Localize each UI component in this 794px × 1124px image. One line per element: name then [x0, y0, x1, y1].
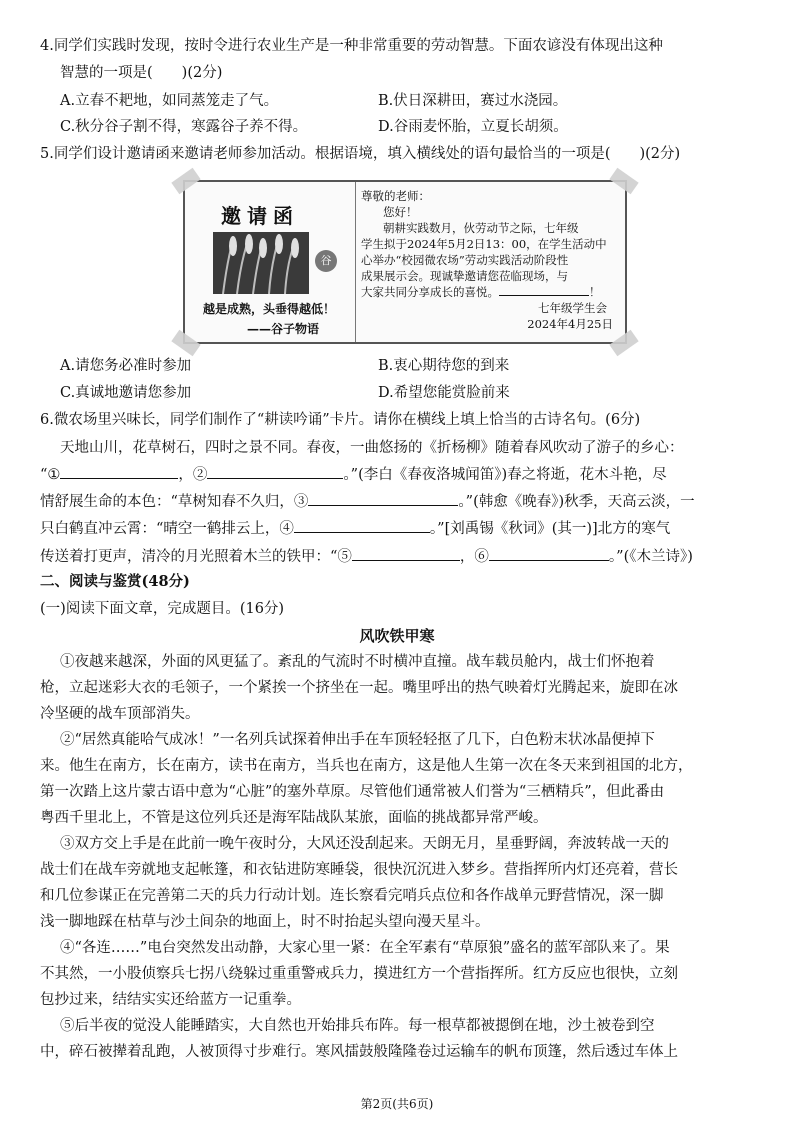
article-line: 不其然，一小股侦察兵七拐八绕躲过重重警戒兵力，摸进红方一个营指挥所。红方反应也很快，立刻	[40, 966, 678, 982]
card-body-end: 大家共同分享成长的喜悦。	[361, 285, 499, 299]
q6-text: 。”[刘禹锡《秋词》(其一)]北方的寒气	[429, 521, 671, 537]
invitation-card-left	[185, 182, 356, 342]
q6-text: 情舒展生命的本色：“草树知春不久归，③	[40, 494, 309, 510]
q4-option-b: B.伏日深耕田，赛过水浇园。	[378, 93, 568, 109]
answer-blank-2[interactable]	[207, 464, 343, 479]
answer-blank-4[interactable]	[294, 518, 430, 533]
card-greeting: 尊敬的老师：	[361, 189, 430, 203]
article-line: 枪，立起迷彩大衣的毛领子，一个紧挨一个挤坐在一起。嘴里呼出的热气映着灯光腾起来，旋即在冰	[40, 680, 678, 696]
q6-text: “①	[40, 467, 61, 483]
q6-stem: 6.微农场里兴味长，同学们制作了“耕读吟诵”卡片。请你在横线上填上恰当的古诗名句。(6分)	[40, 412, 641, 428]
answer-blank-3[interactable]	[308, 491, 458, 506]
card-hello: 您好！	[383, 205, 418, 219]
card-body-line	[361, 284, 623, 300]
q6-line	[40, 546, 693, 567]
q4-stem-line1: 4.同学们实践时发现，按时令进行农业生产是一种非常重要的劳动智慧。下面农谚没有体现出这种	[40, 38, 663, 54]
article-line: 第一次踏上这片蒙古语中意为“心脏”的塞外草原。尽管他们通常被人们誉为“三栖精兵”，但此番由	[40, 784, 665, 800]
q4-option-d: D.谷雨麦怀胎，立夏长胡须。	[378, 119, 568, 135]
article-line: 来。他生在南方，长在南方，读书在南方，当兵也在南方，这是他人生第一次在冬天来到祖国的北方，	[40, 758, 693, 774]
q4-option-c: C.秋分谷子割不得，寒露谷子养不得。	[60, 119, 308, 135]
card-signer: 七年级学生会	[538, 301, 607, 315]
article-line: 中，碎石被撵着乱跑，人被顶得寸步难行。寒风擂鼓般隆隆卷过运输车的帆布顶篷，然后透过车体上	[40, 1044, 678, 1060]
q5-option-c: C.真诚地邀请您参加	[60, 385, 192, 401]
article-line: 和几位参谋正在完善第二天的兵力行动计划。连长察看完哨兵点位和各作战单元野营情况，深一脚	[40, 888, 664, 904]
article-line: 战士们在战车旁就地支起帐篷，和衣钻进防寒睡袋，很快沉沉进入梦乡。营指挥所内灯还亮着，营长	[40, 862, 678, 878]
q5-option-a: A.请您务必准时参加	[60, 358, 192, 374]
q6-text: 传送着打更声，清冷的月光照着木兰的铁甲：“⑤	[40, 549, 352, 565]
article-line: ②“居然真能哈气成冰！”一名列兵试探着伸出手在车顶轻轻抠了几下，白色粉末状冰晶便掉下	[60, 732, 655, 748]
article-title: 风吹铁甲寒	[359, 627, 435, 645]
article-line: ④“各连……”电台突然发出动静，大家心里一紧：在全军素有“草原狼”盛名的蓝军部队来了。果	[60, 940, 670, 956]
q6-text: ，⑥	[459, 549, 489, 565]
invitation-card-text	[361, 188, 623, 338]
article-line: 冷坚硬的战车顶部消失。	[40, 706, 200, 722]
q5-option-b: B.衷心期待您的到来	[378, 358, 510, 374]
invitation-card	[183, 180, 627, 344]
article-line: 浅一脚地踩在枯草与沙土间杂的地面上，时不时抬起头望向漫天星斗。	[40, 914, 490, 930]
card-exclamation: ！	[589, 285, 601, 299]
invitation-title: 邀请函	[221, 204, 299, 228]
q6-line: 天地山川，花草树石，四时之景不同。春夜，一曲悠扬的《折杨柳》随着春风吹动了游子的乡心：	[60, 440, 684, 456]
card-date: 2024年4月25日	[527, 317, 613, 331]
article-line: ⑤后半夜的觉没人能睡踏实，大自然也开始排兵布阵。每一根草都被摁倒在地，沙土被卷到空	[60, 1018, 655, 1034]
article-line: 包抄过来，结结实实还给蓝方一记重拳。	[40, 992, 301, 1008]
grain-badge-icon: 谷	[315, 250, 337, 272]
subsection-heading: (一)阅读下面文章，完成题目。(16分)	[40, 601, 285, 617]
card-body-line: 心举办“校园微农场”劳动实践活动阶段性	[361, 253, 569, 267]
q6-line	[40, 464, 667, 485]
q4-option-a: A.立春不耙地，如同蒸笼走了气。	[60, 93, 279, 109]
q6-text: 。”(李白《春夜洛城闻笛》)春之将逝，花木斗艳，尽	[343, 467, 667, 483]
article-line: ①夜越来越深，外面的风更猛了。紊乱的气流时不时横冲直撞。战车载员舱内，战士们怀抱着	[60, 654, 655, 670]
q6-line	[40, 518, 670, 539]
q6-line	[40, 491, 695, 512]
card-body-line: 朝耕实践数月，伙劳动节之际，七年级	[383, 221, 579, 235]
card-body-line: 学生拟于2024年5月2日13：00，在学生活动中	[361, 237, 607, 251]
card-slogan: 越是成熟，头垂得越低！	[203, 302, 336, 316]
article-line: 粤西千里北上，不管是这位列兵还是海军陆战队某旅，面临的挑战都异常严峻。	[40, 810, 548, 826]
q6-text: 只白鹤直冲云霄：“晴空一鹤排云上，④	[40, 521, 294, 537]
answer-blank-1[interactable]	[60, 464, 178, 479]
section-heading: 二、阅读与鉴赏(48分)	[40, 573, 190, 590]
answer-blank-6[interactable]	[489, 546, 609, 561]
card-slogan-source: ——谷子物语	[247, 322, 320, 336]
card-body-line: 成果展示会。现诚挚邀请您莅临现场，与	[361, 269, 568, 283]
wheat-photo	[213, 232, 309, 294]
q4-stem-line2: 智慧的一项是( )(2分)	[60, 65, 223, 81]
q5-stem: 5.同学们设计邀请函来邀请老师参加活动。根据语境，填入横线处的语句最恰当的一项是( )(2分)	[40, 146, 681, 162]
card-answer-blank[interactable]	[499, 284, 589, 296]
page-number: 第2页(共6页)	[360, 1097, 434, 1111]
answer-blank-5[interactable]	[352, 546, 460, 561]
q5-option-d: D.希望您能赏脸前来	[378, 385, 510, 401]
q6-text: 。”(韩愈《晚春》)秋季，天高云淡，一	[458, 494, 695, 510]
q6-text: 。”(《木兰诗》)	[608, 549, 693, 565]
article-line: ③双方交上手是在此前一晚午夜时分，大风还没刮起来。天朗无月，星垂野阔，奔波转战一天的	[60, 836, 669, 852]
q6-text: ，②	[178, 467, 208, 483]
